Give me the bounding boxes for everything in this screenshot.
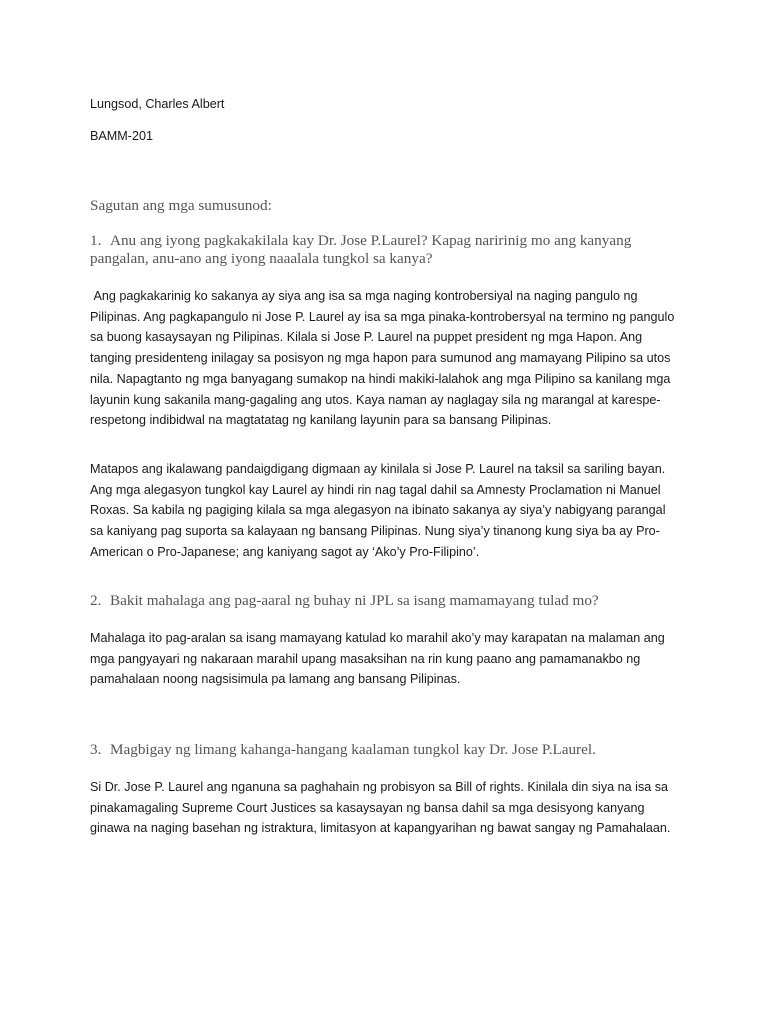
course-code: BAMM-201 — [90, 129, 153, 143]
question-text: Bakit mahalaga ang pag-aaral ng buhay ni JPL sa isang mamamayang tulad mo? — [110, 592, 599, 609]
question-1 — [90, 232, 680, 268]
question-text: Anu ang iyong pagkakakilala kay Dr. Jose P.Laurel? Kapag naririnig mo ang kanyang pangalan, anu-ano ang iyong naaalala tungkol sa kanya? — [90, 232, 632, 267]
answer-1-paragraph-2: Matapos ang ikalawang pandaigdigang digmaan ay kinilala si Jose P. Laurel na taksil sa sariling bayan. Ang mga alegasyon tungkol kay Laurel ay hindi rin nag tagal dahil sa Amnesty Proclamation ni Manuel Roxas. Sa kabila ng pagiging kilala sa mga alegasyon na ibinato sakanya ay siya’y nabigyang parangal sa kaniyang pag suporta sa kalayaan ng bansang Pilipinas. Nung siya’y tinanong kung siya ba ay Pro-American o Pro-Japanese; ang kaniyang sagot ay ‘Ako’y Pro-Filipino’. — [90, 462, 666, 559]
answer-1-paragraph-1: Ang pagkakarinig ko sakanya ay siya ang isa sa mga naging kontrobersiyal na naging pangulo ng Pilipinas. Ang pagkapangulo ni Jose P. Laurel ay isa sa mga pinaka-kontrobersyal na termino ng pangulo sa buong kasaysayan ng Pilipinas. Kilala si Jose P. Laurel na puppet president ng mga Hapon. Ang tanging presidenteng inilagay sa posisyon ng mga hapon para sumunod ang mamayang Pilipino sa utos nila. Napagtanto ng mga banyagang sumakop na hindi makiki-lalahok ang mga Pilipino sa kanilang mga layunin kung sakanila mang-gagaling ang utos. Kaya naman ay naglagay sila ng marangal at karespe-respetong indibidwal na magtatatag ng kanilang layunin para sa bansang Pilipinas. — [90, 289, 678, 428]
answer-3-paragraph-1: Si Dr. Jose P. Laurel ang nganuna sa paghahain ng probisyon sa Bill of rights. Kinilala din siya na isa sa pinakamagaling Supreme Court Justices sa kasaysayan ng bansa dahil sa mga desisyong kanyang ginawa na naging basehan ng istraktura, limitasyon at kapangyarihan ng bawat sangay ng Pamahalaan. — [90, 780, 671, 836]
question-2 — [90, 592, 680, 610]
question-3 — [90, 741, 680, 759]
instructions-heading: Sagutan ang mga sumusunod: — [90, 197, 272, 214]
question-text: Magbigay ng limang kahanga-hangang kaalaman tungkol kay Dr. Jose P.Laurel. — [110, 741, 596, 758]
student-name: Lungsod, Charles Albert — [90, 97, 225, 111]
question-number: 3. — [90, 741, 102, 758]
question-number: 2. — [90, 592, 102, 609]
answer-2-paragraph-1: Mahalaga ito pag-aralan sa isang mamayang katulad ko marahil ako’y may karapatan na malaman ang mga pangyayari ng nakaraan marahil upang masaksihan na rin kung paano ang pamamanakbo ng pamahalaan noong nagsisimula pa lamang ang bansang Pilipinas. — [90, 631, 665, 687]
question-number: 1. — [90, 232, 102, 249]
